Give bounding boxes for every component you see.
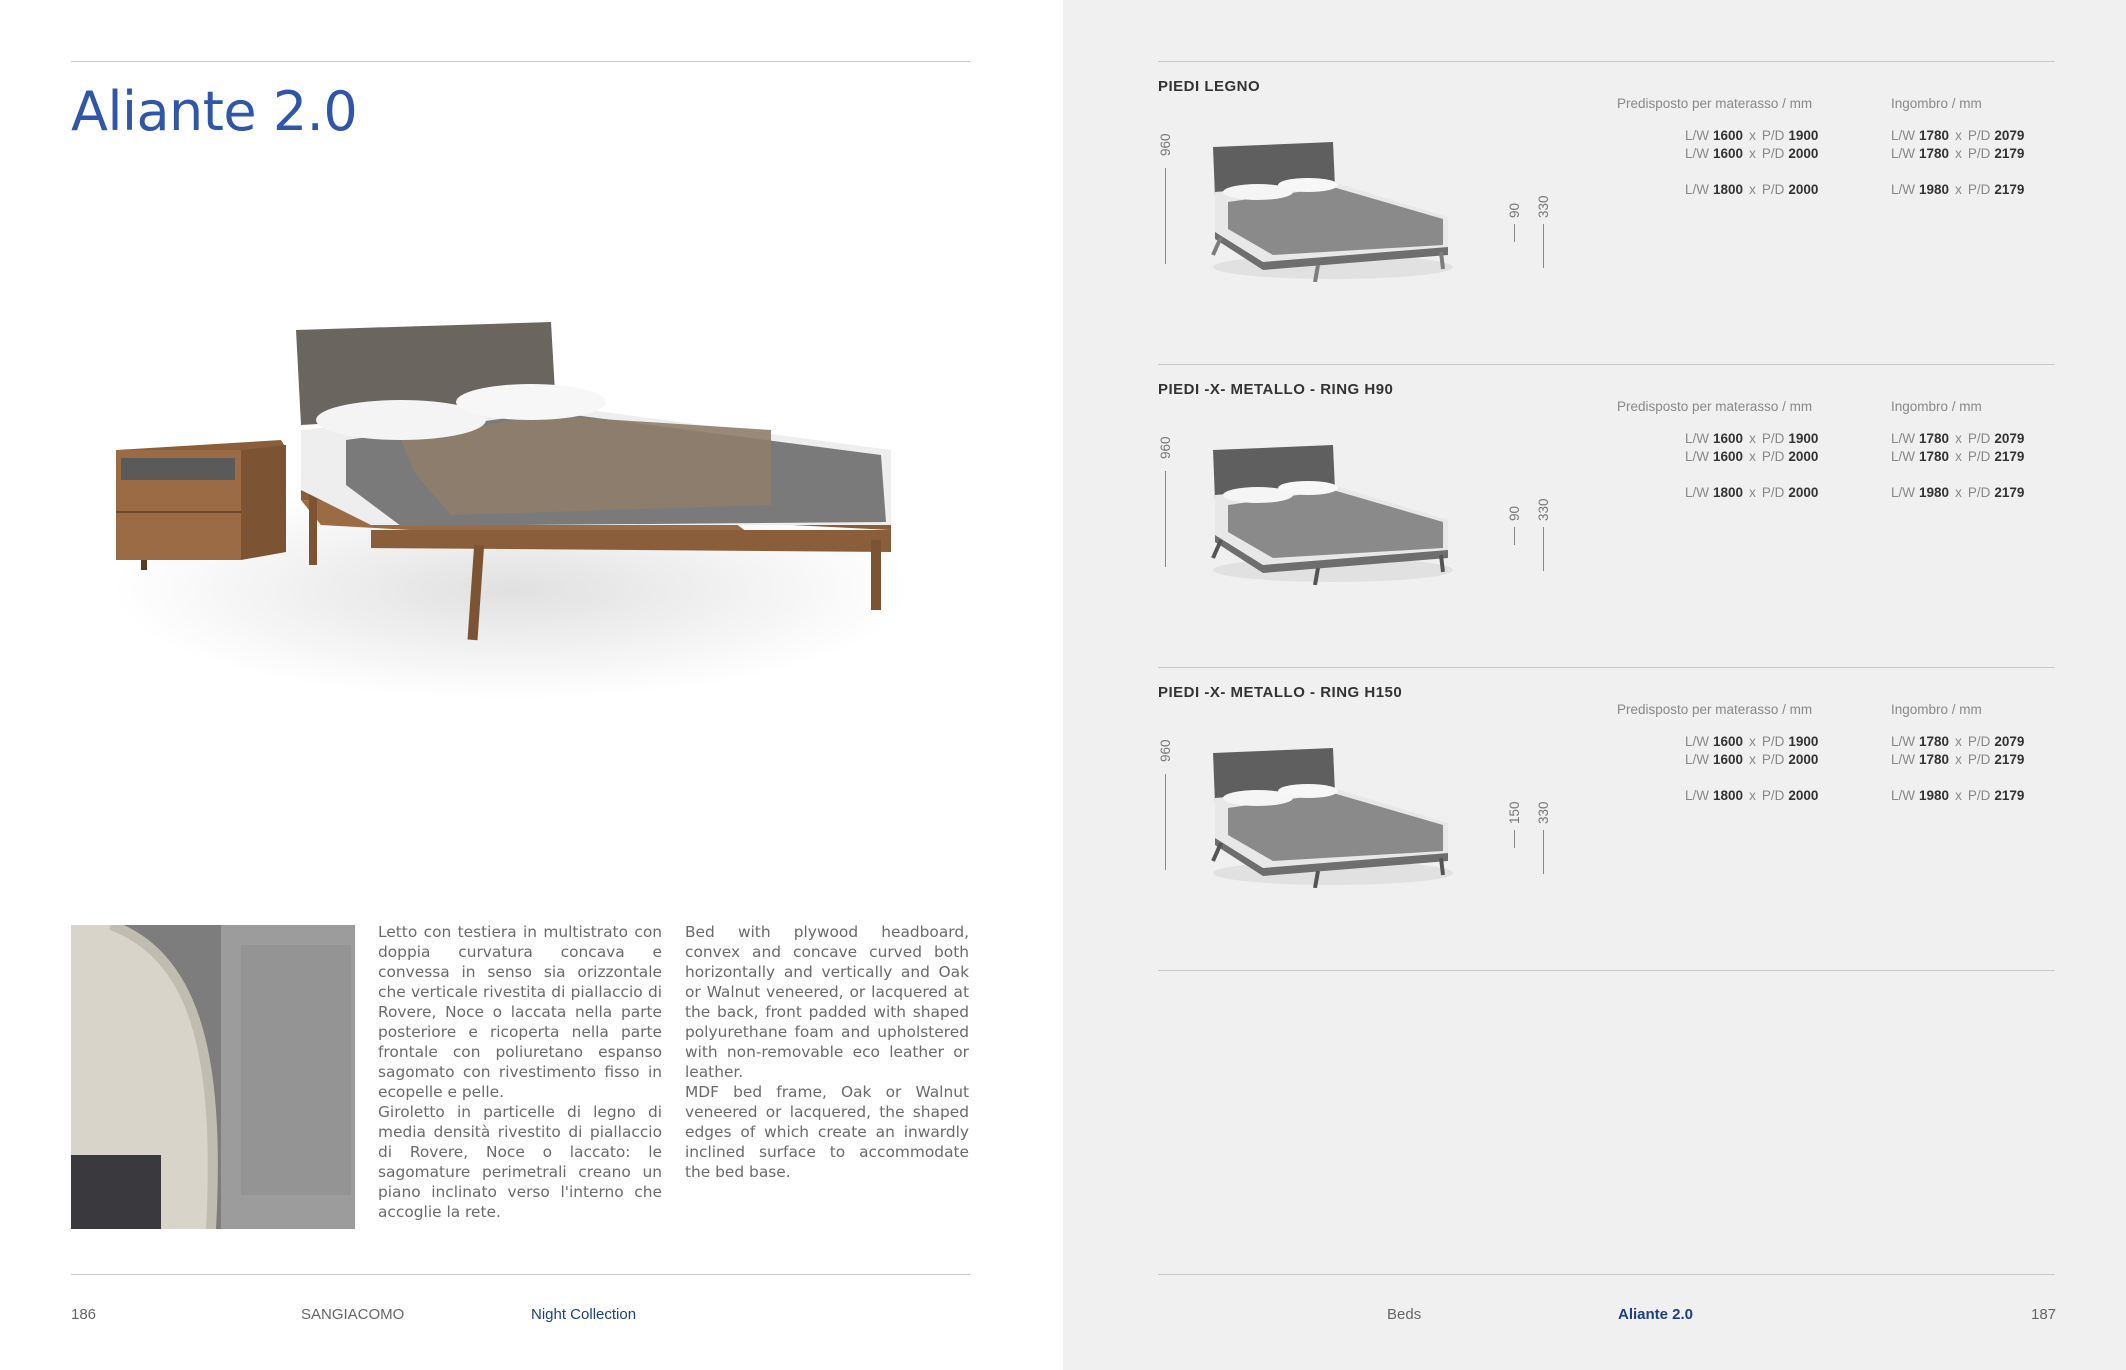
lw-label: L/W [1891,734,1916,749]
pd-label: P/D [1761,788,1785,803]
lw-label: L/W [1685,752,1710,767]
pd-label: P/D [1967,752,1991,767]
mattress-dimension-row [1685,788,1818,803]
mattress-column-header: Predisposto per materasso / mm [1617,399,1813,414]
overall-width: 1780 [1919,431,1950,446]
pd-label: P/D [1967,788,1991,803]
times-sign: x [1749,734,1756,749]
collection-name: Night Collection [531,1306,637,1323]
description-italian [378,922,662,1222]
variant-divider [1158,970,2055,971]
pd-label: P/D [1967,128,1991,143]
frame-height-label: 330 [1536,801,1551,824]
overall-dimension-row [1891,485,2024,500]
overall-depth: 2179 [1994,146,2025,161]
mattress-width: 1600 [1713,431,1744,446]
times-sign: x [1955,752,1962,767]
lw-label: L/W [1685,431,1710,446]
mattress-column-header: Predisposto per materasso / mm [1617,96,1813,111]
pd-label: P/D [1967,449,1991,464]
overall-depth: 2079 [1994,734,2025,749]
variant-title: PIEDI LEGNO [1158,78,1261,95]
times-sign: x [1749,182,1756,197]
pd-label: P/D [1967,485,1991,500]
lw-label: L/W [1685,146,1710,161]
pd-label: P/D [1761,431,1785,446]
overall-dimension-row [1891,182,2024,197]
overall-width: 1980 [1919,182,1950,197]
times-sign: x [1749,431,1756,446]
lw-label: L/W [1685,449,1710,464]
frame-height-line [1543,527,1544,571]
leg-height-line [1514,224,1515,242]
mattress-dimension-row [1685,128,1818,143]
mattress-depth: 2000 [1788,752,1819,767]
mattress-width: 1800 [1713,788,1744,803]
lw-label: L/W [1891,449,1916,464]
frame-height-label: 330 [1536,498,1551,521]
pd-label: P/D [1761,485,1785,500]
leg-height-label: 90 [1507,505,1522,521]
overall-depth: 2079 [1994,431,2025,446]
mattress-depth: 1900 [1788,128,1819,143]
variant-title: PIEDI -X- METALLO - RING H90 [1158,381,1394,398]
times-sign: x [1955,146,1962,161]
overall-width: 1980 [1919,788,1950,803]
pd-label: P/D [1967,182,1991,197]
overall-width: 1780 [1919,146,1950,161]
hero-bed-image [71,290,931,750]
overall-depth: 2179 [1994,485,2025,500]
overall-dimension-row [1891,431,2024,446]
mattress-width: 1600 [1713,146,1744,161]
frame-height-line [1543,224,1544,268]
bed-variant [1158,365,2055,665]
overall-depth: 2079 [1994,128,2025,143]
bed-variant-image [1203,137,1463,282]
lw-label: L/W [1685,485,1710,500]
lw-label: L/W [1891,146,1916,161]
overall-column-header: Ingombro / mm [1891,399,1982,414]
overall-column-header: Ingombro / mm [1891,96,1982,111]
leg-height-label: 90 [1507,202,1522,218]
mattress-width: 1600 [1713,449,1744,464]
bed-variant-image [1203,743,1463,888]
mattress-dimension-row [1685,431,1818,446]
mattress-width: 1600 [1713,752,1744,767]
overall-depth: 2179 [1994,788,2025,803]
lw-label: L/W [1891,788,1916,803]
mattress-width: 1600 [1713,128,1744,143]
total-height-line [1165,471,1166,567]
product-name: Aliante 2.0 [1618,1306,1694,1323]
mattress-depth: 1900 [1788,431,1819,446]
total-height-label: 960 [1158,436,1173,459]
leg-height-line [1514,527,1515,545]
mattress-dimension-row [1685,146,1818,161]
mattress-depth: 2000 [1788,485,1819,500]
times-sign: x [1749,128,1756,143]
overall-dimension-row [1891,128,2024,143]
times-sign: x [1955,128,1962,143]
mattress-dimension-row [1685,734,1818,749]
lw-label: L/W [1891,128,1916,143]
headboard-detail-image [71,925,355,1229]
pd-label: P/D [1967,146,1991,161]
top-divider [71,61,970,62]
pd-label: P/D [1761,449,1785,464]
times-sign: x [1955,182,1962,197]
mattress-depth: 2000 [1788,449,1819,464]
times-sign: x [1955,449,1962,464]
brand-name: SANGIACOMO [301,1306,405,1323]
lw-label: L/W [1891,182,1916,197]
variant-title: PIEDI -X- METALLO - RING H150 [1158,684,1403,701]
mattress-column-header: Predisposto per materasso / mm [1617,702,1813,717]
pd-label: P/D [1761,182,1785,197]
description-english [685,922,969,1182]
lw-label: L/W [1685,788,1710,803]
pd-label: P/D [1761,734,1785,749]
leg-height-line [1514,830,1515,848]
times-sign: x [1749,788,1756,803]
overall-width: 1780 [1919,449,1950,464]
lw-label: L/W [1685,128,1710,143]
page-title: Aliante 2.0 [71,80,358,143]
mattress-dimension-row [1685,182,1818,197]
times-sign: x [1749,485,1756,500]
overall-width: 1780 [1919,752,1950,767]
leg-height-label: 150 [1507,801,1522,824]
times-sign: x [1749,752,1756,767]
total-height-label: 960 [1158,133,1173,156]
mattress-dimension-row [1685,449,1818,464]
mattress-width: 1800 [1713,182,1744,197]
overall-depth: 2179 [1994,449,2025,464]
times-sign: x [1749,449,1756,464]
description-en-para-2: MDF bed frame, Oak or Walnut veneered or lacquered, the shaped edges of which create an inwardly inclined surface to accommodate the bed base. [685,1083,969,1181]
section-name: Beds [1387,1306,1422,1323]
footer-divider [71,1274,970,1275]
overall-dimension-row [1891,449,2024,464]
overall-column-header: Ingombro / mm [1891,702,1982,717]
lw-label: L/W [1685,182,1710,197]
times-sign: x [1955,734,1962,749]
bed-variant [1158,668,2055,968]
mattress-dimension-row [1685,752,1818,767]
pd-label: P/D [1761,752,1785,767]
bed-variant [1158,62,2055,362]
times-sign: x [1955,485,1962,500]
overall-width: 1780 [1919,128,1950,143]
mattress-dimension-row [1685,485,1818,500]
mattress-depth: 2000 [1788,146,1819,161]
total-height-label: 960 [1158,739,1173,762]
total-height-line [1165,774,1166,870]
times-sign: x [1749,146,1756,161]
overall-width: 1980 [1919,485,1950,500]
nightstand [116,440,286,570]
overall-dimension-row [1891,146,2024,161]
mattress-width: 1600 [1713,734,1744,749]
overall-width: 1780 [1919,734,1950,749]
mattress-width: 1800 [1713,485,1744,500]
lw-label: L/W [1891,752,1916,767]
times-sign: x [1955,431,1962,446]
lw-label: L/W [1891,485,1916,500]
lw-label: L/W [1685,734,1710,749]
description-it-para-2: Giroletto in particelle di legno di media densità rivestito di piallaccio di Rovere, Noce o laccato: le sagomature perimetrali creano un piano inclinato verso l'interno che accoglie la rete. [378,1103,662,1221]
bed-variant-image [1203,440,1463,585]
pd-label: P/D [1967,431,1991,446]
times-sign: x [1955,788,1962,803]
overall-dimension-row [1891,734,2024,749]
lw-label: L/W [1891,431,1916,446]
overall-depth: 2179 [1994,752,2025,767]
mattress-depth: 1900 [1788,734,1819,749]
footer-divider [1158,1274,2055,1275]
page-number: 187 [2031,1306,2057,1323]
pd-label: P/D [1967,734,1991,749]
overall-dimension-row [1891,752,2024,767]
description-en-para-1: Bed with plywood headboard, convex and concave curved both horizontally and vertically and Oak or Walnut veneered, or lacquered at the back, front padded with shaped polyurethane foam and upholstered with non-removable eco leather or leather. [685,923,969,1081]
mattress-depth: 2000 [1788,788,1819,803]
overall-dimension-row [1891,788,2024,803]
description-it-para-1: Letto con testiera in multistrato con doppia curvatura concava e convessa in senso sia orizzontale che verticale rivestita di piallaccio di Rovere, Noce o laccata nella parte posteriore e ricoperta nella parte frontale con poliuretano espanso sagomato con rivestimento fisso in ecopelle e pelle. [378,923,662,1101]
pd-label: P/D [1761,146,1785,161]
mattress-depth: 2000 [1788,182,1819,197]
pd-label: P/D [1761,128,1785,143]
overall-depth: 2179 [1994,182,2025,197]
page-number: 186 [71,1306,97,1323]
total-height-line [1165,168,1166,264]
frame-height-label: 330 [1536,195,1551,218]
frame-height-line [1543,830,1544,874]
